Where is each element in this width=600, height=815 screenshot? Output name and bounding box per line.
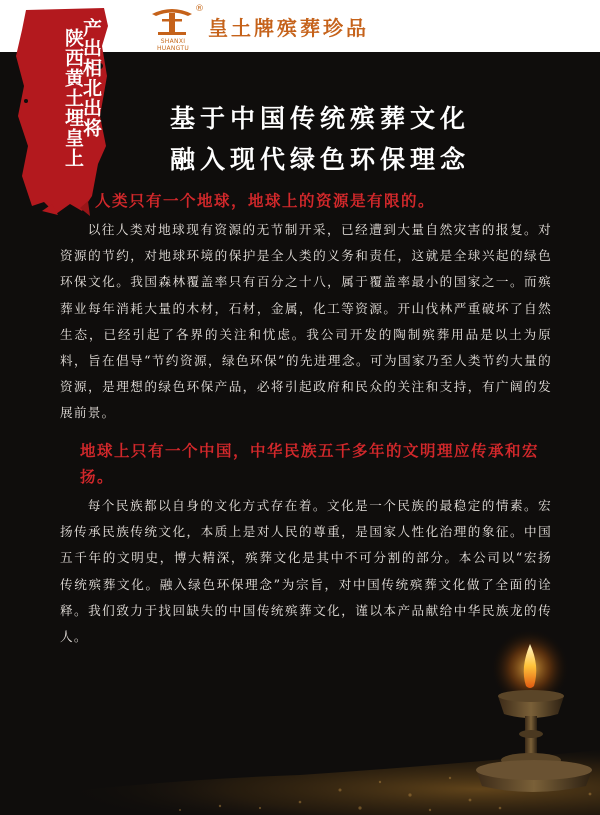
brand-name: 皇土牌殡葬珍品	[208, 16, 369, 40]
section-1-body: 以往人类对地球现有资源的无节制开采，已经遭到大量自然灾害的报复。对资源的节约，对地球环境的保护是全人类的义务和责任，这就是全球兴起的绿色环保文化。我国森林覆盖率只有百分之十八，属于覆盖率最小的国家之一。而殡葬业每年消耗大量的木材，石材，金属，化工等资源。开山伐林严重破坏了自然生态，已经引起了各界的关注和忧虑。我公司开发的陶制殡葬用品是以土为原料，旨在倡导“节约资源，绿色环保”的先进理念。可为国家乃至人类节约大量的资源，是理想的绿色环保产品，必将引起政府和民众的关注和支持，有广阔的发展前景。	[60, 222, 552, 421]
huangtu-logo-icon	[150, 6, 194, 36]
title-line-1: 基于中国传统殡葬文化	[169, 104, 470, 133]
logo-caption: SHANXI HUANGTU	[156, 38, 190, 52]
section-2-body: 每个民族都以自身的文化方式存在着。文化是一个民族的最稳定的情素。宏扬传承民族传统文化，本质上是对人民的尊重，是国家人性化治理的象征。中国五千年的文明史，博大精深，殡葬文化是其中不可分割的部分。本公司以“宏扬传统殡葬文化。融入绿色环保理念”为宗旨，对中国传统殡葬文化做了全面的诠释。我们致力于找回缺失的中国传统殡葬文化，谨以本产品献给中华民族龙的传人。	[60, 498, 552, 645]
title-line-2: 融入现代绿色环保理念	[169, 145, 470, 174]
registered-mark: ®	[195, 4, 204, 14]
section-2-heading: 地球上只有一个中国，中华民族五千多年的文明理应传承和宏扬。	[80, 441, 540, 486]
seal-column-2: 产出相北出将	[80, 18, 102, 138]
section-1-heading: 人类只有一个地球，地球上的资源是有限的。	[95, 191, 436, 210]
oil-lamp-icon	[468, 630, 600, 815]
seal-column-1: 陕西黄土埋皇上	[62, 28, 84, 168]
